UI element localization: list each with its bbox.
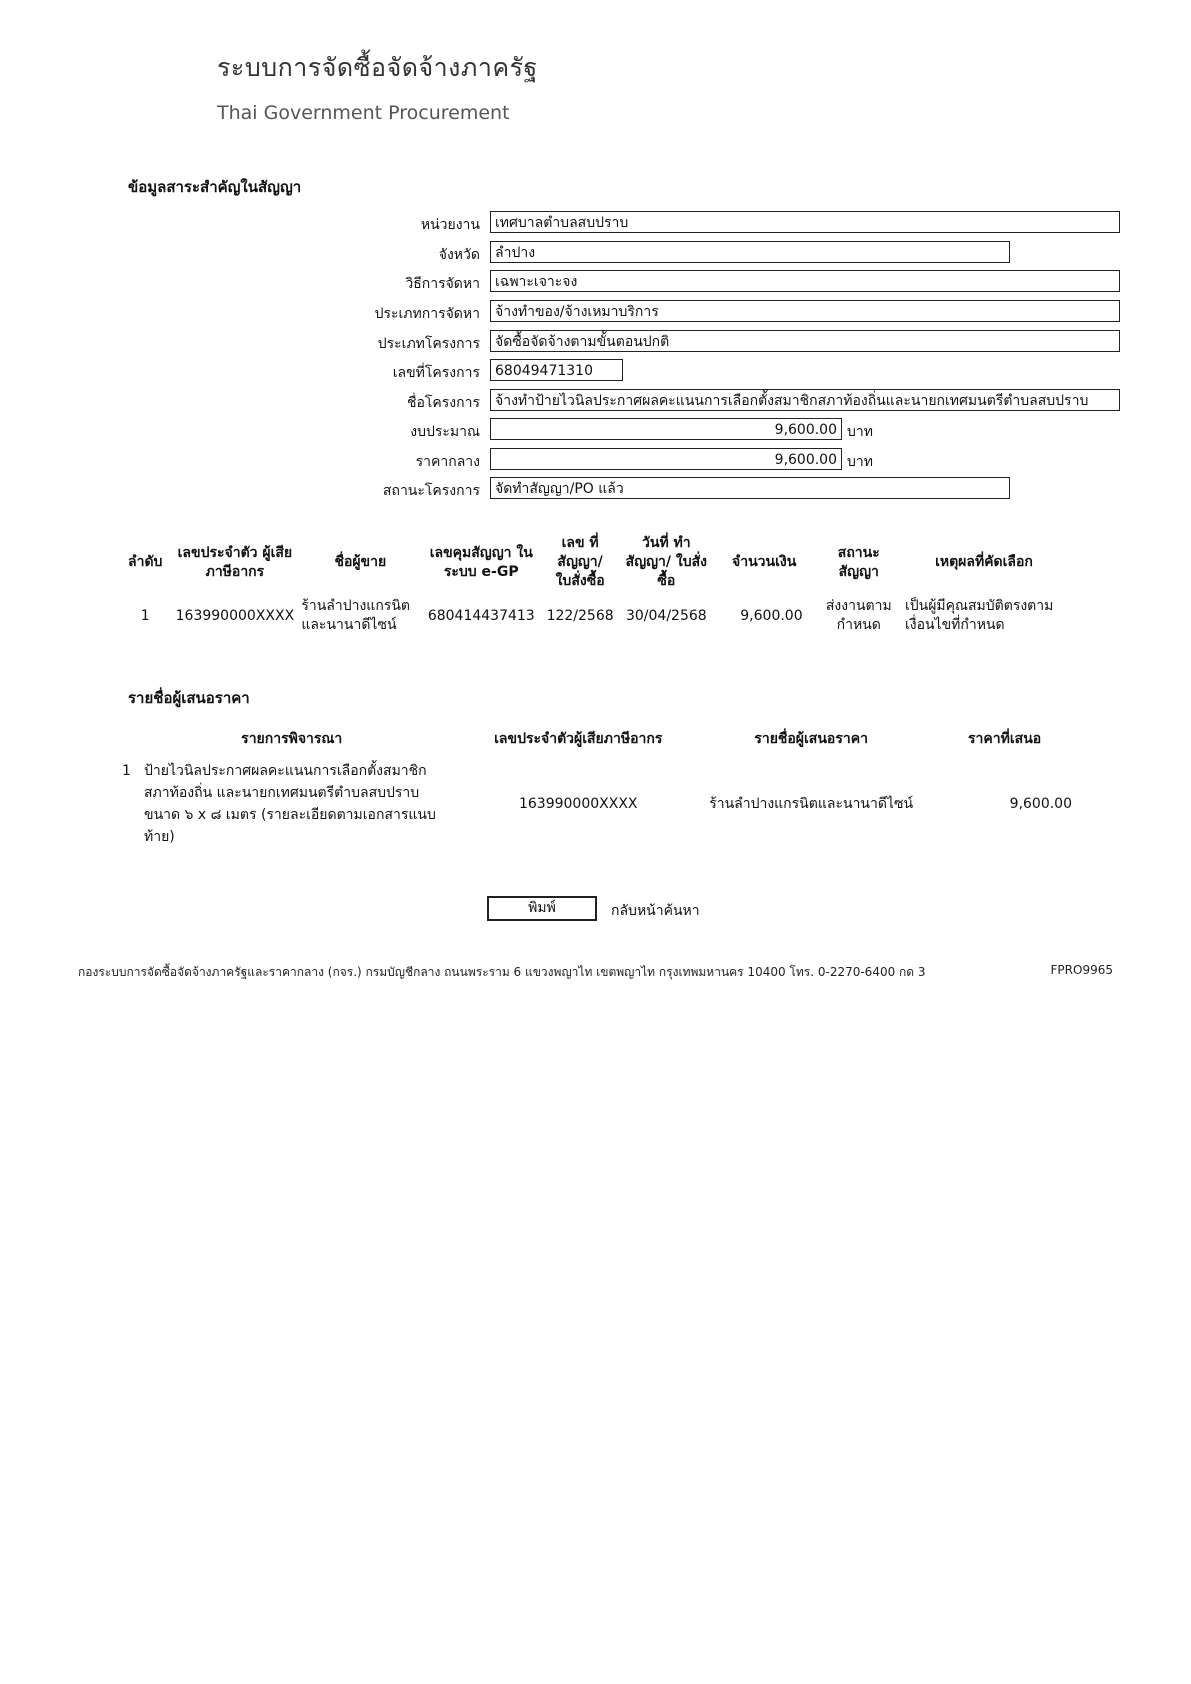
project-name-field: จ้างทำป้ายไวนิลประกาศผลคะแนนการเลือกตั้งสมาชิกสภาท้องถิ่นและนายกเทศมนตรีตำบลสบปราบ: [490, 389, 1120, 411]
page-subtitle: Thai Government Procurement: [217, 102, 510, 124]
col-contract-date: วันที่ ทำสัญญา/ ใบสั่งซื้อ: [625, 535, 708, 589]
cell-contract-date: 30/04/2568: [625, 607, 707, 624]
cell-egp-no: 680414437413: [427, 607, 535, 624]
field-project-name: [120, 389, 1089, 413]
bidders-table: [120, 724, 1080, 854]
footer-text: กองระบบการจัดซื้อจัดจ้างภาครัฐและราคากลาง (กจร.) กรมบัญชีกลาง ถนนพระราม 6 แขวงพญาไท เขตพญาไท กรุงเทพมหานคร 10400 โทร. 0-2270-6400 กด 3: [78, 965, 926, 979]
field-label: ประเภทการจัดหา: [374, 306, 480, 322]
field-province: [120, 241, 1020, 265]
cell-seq: 1: [140, 607, 150, 624]
col-amount: จำนวนเงิน: [732, 554, 797, 570]
bidders-section-title: รายชื่อผู้เสนอราคา: [128, 689, 250, 707]
median-price-field: 9,600.00: [490, 448, 842, 470]
col-seq: ลำดับ: [128, 554, 163, 570]
cell-seq: 1: [122, 763, 131, 779]
cell-bidder-tax-id: 163990000XXXX: [518, 796, 638, 812]
field-label: เลขที่โครงการ: [392, 365, 480, 381]
project-no-field: 68049471310: [490, 359, 623, 381]
province-field: ลำปาง: [490, 241, 1010, 263]
col-status: สถานะ สัญญา: [837, 544, 880, 580]
field-label: งบประมาณ: [410, 424, 480, 440]
col-item: รายการพิจารณา: [241, 731, 343, 747]
field-project-no: [120, 359, 1020, 383]
cell-status: ส่งงานตาม กำหนด: [825, 598, 892, 633]
field-label: ชื่อโครงการ: [406, 395, 480, 411]
field-label: จังหวัด: [438, 247, 480, 263]
median-price-unit: บาท: [847, 454, 873, 470]
col-egp-no: เลขคุมสัญญา ในระบบ e-GP: [429, 544, 533, 580]
field-project-type: [120, 330, 1020, 354]
table-row: [120, 593, 1065, 639]
field-agency: [120, 211, 1020, 235]
col-bidder-name: รายชื่อผู้เสนอราคา: [754, 731, 868, 747]
field-label: หน่วยงาน: [420, 217, 480, 233]
procurement-type-field: จ้างทำของ/จ้างเหมาบริการ: [490, 300, 1120, 322]
budget-unit: บาท: [847, 424, 873, 440]
cell-amount: 9,600.00: [740, 607, 803, 624]
cell-item: [120, 754, 463, 854]
cell-bidder-name: ร้านลำปางแกรนิตและนานาดีไซน์: [709, 796, 914, 812]
cell-item-text: ป้ายไวนิลประกาศผลคะแนนการเลือกตั้งสมาชิกสภาท้องถิ่น และนายกเทศมนตรีตำบลสบปราบ ขนาด ๖ x ๘ เมตร (รายละเอียดตามเอกสารแนบท้าย): [144, 763, 436, 845]
col-contract-no: เลข ที่สัญญา/ ใบสั่งซื้อ: [555, 535, 605, 589]
back-to-search-link[interactable]: กลับหน้าค้นหา: [611, 903, 700, 919]
budget-field: 9,600.00: [490, 418, 842, 440]
field-median-price: [120, 448, 1020, 472]
footer-code: FPRO9965: [1050, 963, 1113, 977]
col-price: ราคาที่เสนอ: [968, 731, 1042, 747]
field-label: ประเภทโครงการ: [377, 336, 480, 352]
bidders-table-header: [120, 724, 1080, 754]
page-title: ระบบการจัดซื้อจัดจ้างภาครัฐ: [217, 53, 538, 82]
project-type-field: จัดซื้อจัดจ้างตามขั้นตอนปกติ: [490, 330, 1120, 352]
col-reason: เหตุผลที่คัดเลือก: [935, 554, 1033, 570]
field-procurement-type: [120, 300, 1020, 324]
print-button[interactable]: พิมพ์: [487, 896, 597, 921]
field-budget: [120, 418, 1020, 442]
status-field: จัดทำสัญญา/PO แล้ว: [490, 477, 1010, 499]
agency-field: เทศบาลตำบลสบปราบ: [490, 211, 1120, 233]
col-tax-id: เลขประจำตัว ผู้เสียภาษีอากร: [177, 544, 293, 580]
cell-price: 9,600.00: [1009, 796, 1072, 812]
summary-section-title: ข้อมูลสาระสำคัญในสัญญา: [128, 178, 302, 196]
field-status: [120, 477, 1020, 501]
col-bidder-tax-id: เลขประจำตัวผู้เสียภาษีอากร: [494, 731, 663, 747]
contract-table-header: [120, 532, 1065, 593]
col-seller: ชื่อผู้ขาย: [334, 554, 387, 570]
cell-contract-no: 122/2568: [546, 607, 614, 624]
method-field: เฉพาะเจาะจง: [490, 270, 1120, 292]
field-label: วิธีการจัดหา: [405, 276, 480, 292]
cell-tax-id: 163990000XXXX: [175, 607, 295, 624]
field-label: ราคากลาง: [415, 454, 480, 470]
table-row: [120, 754, 1080, 854]
field-method: [120, 270, 1020, 294]
cell-seller: ร้านลำปางแกรนิต และนานาดีไซน์: [301, 598, 410, 633]
field-label: สถานะโครงการ: [382, 483, 480, 499]
contract-table: [120, 532, 1065, 639]
cell-reason: เป็นผู้มีคุณสมบัติตรงตาม เงื่อนไขที่กำหนด: [904, 598, 1054, 633]
